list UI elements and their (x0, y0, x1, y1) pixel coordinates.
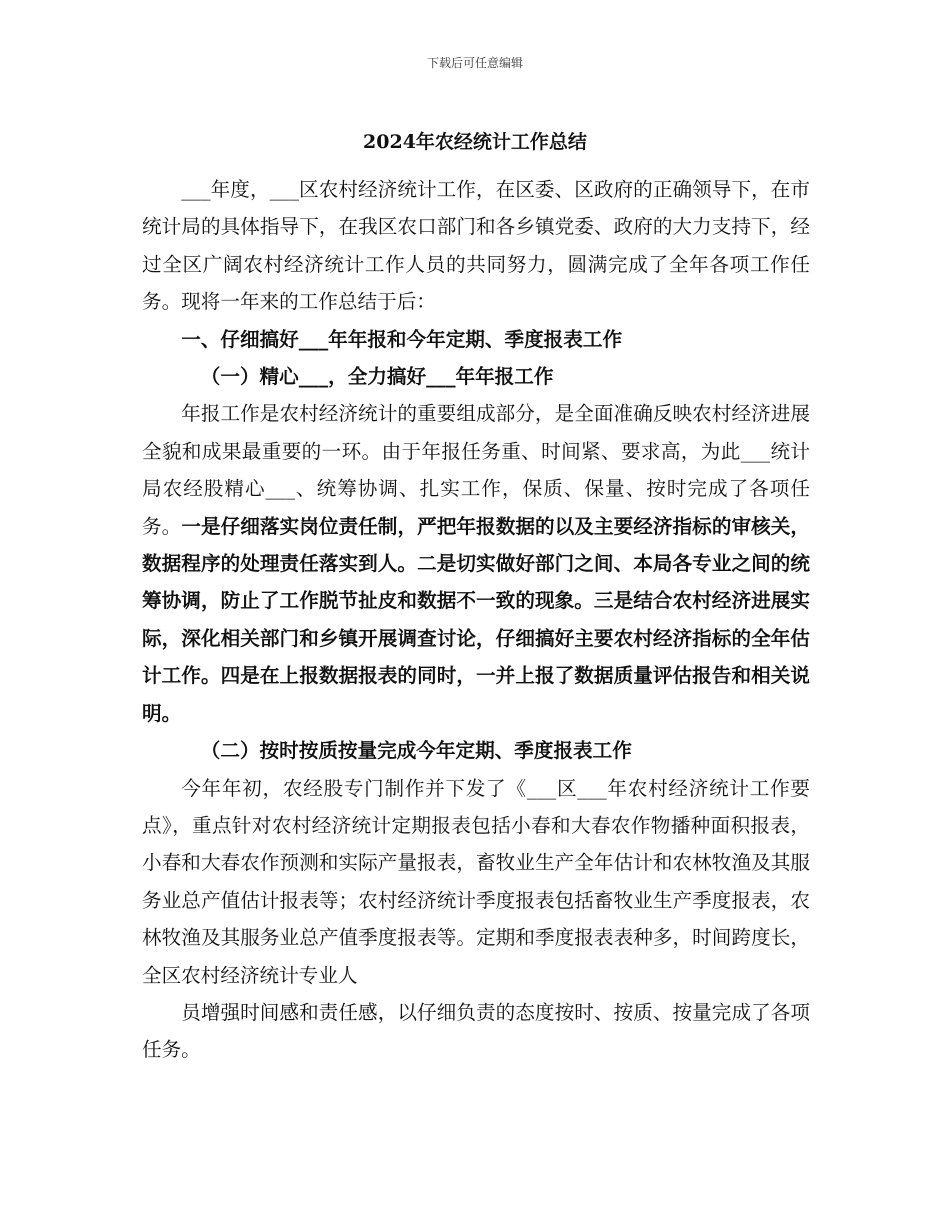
document-title: 2024年农经统计工作总结 (363, 131, 587, 153)
document-body (142, 171, 810, 1069)
section-heading-1: 一、仔细搞好___年年报和今年定期、季度报表工作 (181, 327, 623, 351)
subsection-heading-1: （一）精心___，全力搞好___年年报工作 (200, 365, 554, 389)
annual-report-measures: 一是仔细落实岗位责任制，严把年报数据的以及主要经济指标的审核关，数据程序的处理责任落实到人。二是切实做好部门之间、本局各专业之间的统筹协调，防止了工作脱节扯皮和数据不一致的现象。三是结合农村经济进展实际，深化相关部门和乡镇开展调查讨论，仔细搞好主要农村经济指标的全年估计工作。四是在上报数据报表的同时，一并上报了数据质量评估报告和相关说明。 (142, 514, 811, 725)
header-note: 下载后可任意编辑 (426, 56, 523, 70)
periodic-report-paragraph: 今年年初，农经股专门制作并下发了《___区___年农村经济统计工作要点》，重点针对农村经济统计定期报表包括小春和大春农作物播种面积报表，小春和大春农作预测和实际产量报表，畜牧业生产全年估计和农林牧渔及其服务业总产值估计报表等；农村经济统计季度报表包括畜牧业生产季度报表，农林牧渔及其服务业总产值季度报表等。定期和季度报表表种多，时间跨度长，全区农村经济统计专业人 (142, 776, 810, 987)
annual-report-text: 年报工作是农村经济统计的重要组成部分，是全面准确反映农村经济进展全貌和成果最重要的一环。由于年报任务重、时间紧、要求高，为此___统计局农经股精心___、统筹协调、扎实工作，保质、保量、按时完成了各项任务。 (142, 402, 810, 538)
intro-paragraph: ___年度，___区农村经济统计工作，在区委、区政府的正确领导下，在市统计局的具体指导下，在我区农口部门和各乡镇党委、政府的大力支持下，经过全区广阔农村经济统计工作人员的共同努力，圆满完成了全年各项工作任务。现将一年来的工作总结于后： (142, 178, 810, 314)
completion-paragraph: 员增强时间感和责任感，以仔细负责的态度按时、按质、按量完成了各项任务。 (142, 1000, 810, 1062)
subsection-heading-2: （二）按时按质按量完成今年定期、季度报表工作 (200, 739, 632, 763)
annual-report-paragraph (142, 395, 810, 732)
